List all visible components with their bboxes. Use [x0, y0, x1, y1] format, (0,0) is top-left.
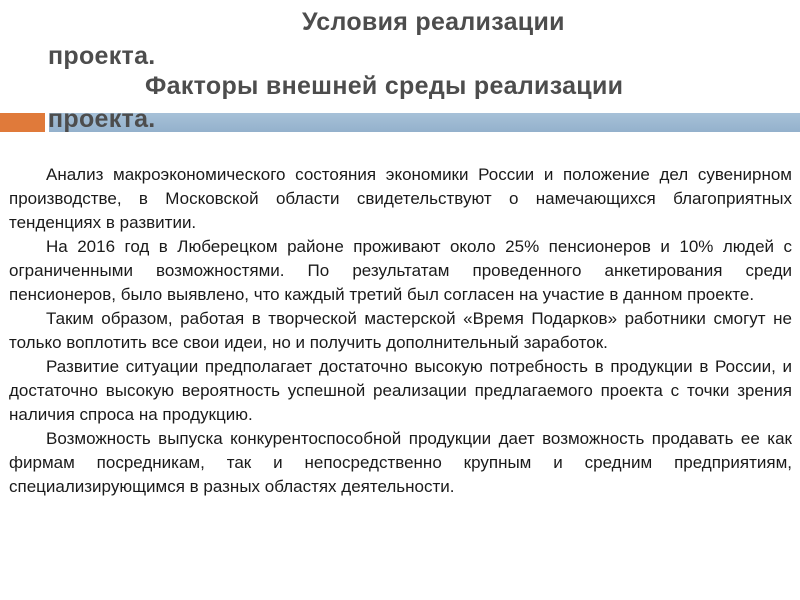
body-text	[9, 163, 792, 499]
paragraph-demographics: На 2016 год в Люберецком районе проживают около 25% пенсионеров и 10% людей с ограниченными возможностями. По результатам проведенного анкетирования среди пенсионеров, было выявлено, что каждый третий был согласен на участие в данном проекте.	[9, 237, 792, 304]
title-line-2: проекта.	[48, 42, 156, 70]
paragraph-demand: Развитие ситуации предполагает достаточно высокую потребность в продукции в России, и достаточно высокую вероятность успешной реализации предлагаемого проекта с точки зрения наличия спроса на продукцию.	[9, 357, 792, 424]
title-line-3: Факторы внешней среды реализации	[145, 72, 624, 100]
paragraph-competitiveness: Возможность выпуска конкурентоспособной продукции дает возможность продавать ее как фирмам посредникам, так и непосредственно крупным и средним предприятиям, специализирующимся в разных областях деятельности.	[9, 429, 792, 496]
paragraph-analysis: Анализ макроэкономического состояния экономики России и положение дел сувенирном производстве, в Московской области свидетельствуют о намечающихся благоприятных тенденциях в развитии.	[9, 165, 792, 232]
accent-bar-orange	[0, 113, 45, 132]
paragraph-workshop: Таким образом, работая в творческой мастерской «Время Подарков» работники смогут не только воплотить все свои идеи, но и получить дополнительный заработок.	[9, 309, 792, 352]
title-line-1: Условия реализации	[302, 8, 565, 36]
title-line-4: проекта.	[48, 105, 156, 133]
accent-bar-blue	[49, 113, 800, 132]
